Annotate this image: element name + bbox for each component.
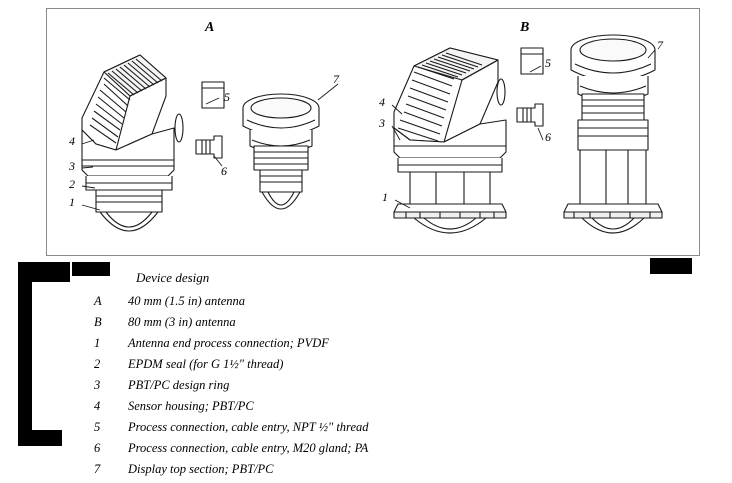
legend-item bbox=[18, 420, 658, 441]
callout-5-a: 5 bbox=[224, 90, 230, 104]
legend-key: 6 bbox=[94, 441, 101, 455]
legend-text: PBT/PC design ring bbox=[128, 378, 230, 392]
legend-item bbox=[18, 441, 658, 462]
legend-key: 3 bbox=[94, 378, 101, 392]
callout-4-b: 4 bbox=[379, 95, 385, 109]
callout-6-b: 6 bbox=[545, 130, 551, 144]
legend-text: 40 mm (1.5 in) antenna bbox=[128, 294, 245, 308]
legend-item bbox=[18, 378, 658, 399]
part-6-b bbox=[517, 104, 543, 126]
legend-key: 2 bbox=[94, 357, 101, 371]
legend-item bbox=[18, 315, 658, 336]
legend-text: Sensor housing; PBT/PC bbox=[128, 399, 254, 413]
part-2-a-seal bbox=[175, 114, 183, 142]
part-5-b bbox=[521, 48, 543, 74]
callout-2-a: 2 bbox=[69, 177, 75, 191]
legend-item bbox=[18, 462, 658, 483]
legend-key: 5 bbox=[94, 420, 101, 434]
legend-text: Antenna end process connection; PVDF bbox=[128, 336, 329, 350]
legend-key: A bbox=[94, 294, 102, 308]
callout-4-a: 4 bbox=[69, 134, 75, 148]
legend-text: 80 mm (3 in) antenna bbox=[128, 315, 236, 329]
callout-1-b: 1 bbox=[382, 190, 388, 204]
legend-key: 7 bbox=[94, 462, 101, 476]
callout-6-a: 6 bbox=[221, 164, 227, 178]
part-2-b-seal bbox=[497, 79, 505, 105]
legend-item bbox=[18, 294, 658, 315]
legend-key: 1 bbox=[94, 336, 101, 350]
legend-text: EPDM seal (for G 1½" thread) bbox=[128, 357, 284, 371]
callout-1-a: 1 bbox=[69, 195, 75, 209]
legend-item bbox=[18, 336, 658, 357]
legend-text: Display top section; PBT/PC bbox=[128, 462, 274, 476]
legend-title: Device design bbox=[136, 270, 210, 285]
part-5-a bbox=[202, 82, 224, 108]
callout-3-b: 3 bbox=[379, 116, 385, 130]
legend-item bbox=[18, 357, 658, 378]
legend-text: Process connection, cable entry, NPT ½" thread bbox=[128, 420, 369, 434]
legend-item bbox=[18, 399, 658, 420]
device-b-display bbox=[564, 35, 662, 233]
legend-key: 4 bbox=[94, 399, 101, 413]
callout-5-b: 5 bbox=[545, 56, 551, 70]
legend bbox=[18, 262, 718, 476]
legend-text: Process connection, cable entry, M20 gland; PA bbox=[128, 441, 369, 455]
part-6-a bbox=[196, 136, 222, 158]
callout-7-a: 7 bbox=[333, 72, 339, 86]
panel-label-a: A bbox=[205, 20, 215, 35]
callout-3-a: 3 bbox=[69, 159, 75, 173]
panel-label-b: B bbox=[520, 20, 530, 35]
callout-7-b: 7 bbox=[657, 38, 663, 52]
device-a-display bbox=[243, 94, 319, 209]
legend-key: B bbox=[94, 315, 102, 329]
